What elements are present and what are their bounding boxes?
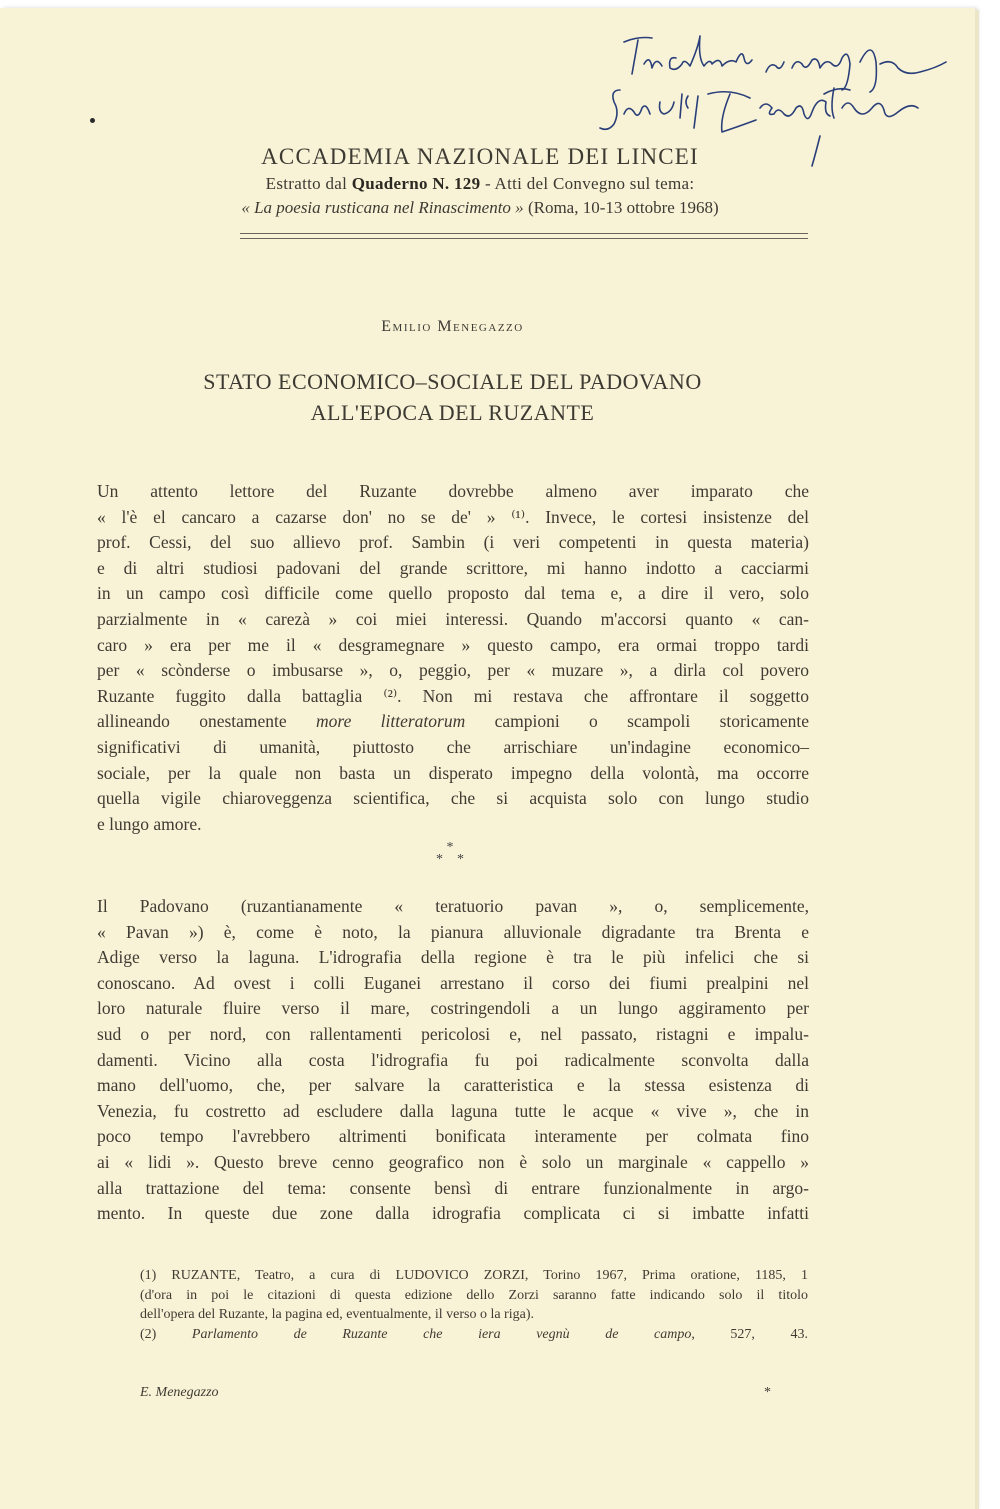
text-line: Venezia, fu costretto ad escludere dalla laguna tutte le acque « vive », che in [97, 1100, 809, 1121]
text-line: per « scònderse o imbusarse », o, peggio, per « muzare », a dirla col povero [97, 660, 809, 681]
text-line: sociale, per la quale non basta un disperato impegno della volontà, ma occorre [97, 762, 809, 783]
ink-dot [90, 118, 95, 123]
text-line: ai « lidi ». Questo breve cenno geografico non è solo un marginale « cappello » [97, 1152, 809, 1172]
text-line: quella vigile chiaroveggenza scientifica, che si acquista solo con lungo studio [97, 788, 809, 809]
section-separator [430, 842, 470, 866]
author-text: Emilio Menegazzo [381, 318, 524, 335]
footnote-line: (d'ora in poi le citazioni di questa edizione dello Zorzi saranno fatte indicando solo il titolo [140, 1287, 808, 1303]
text-line: Il Padovano (ruzantianamente « teratuorio pavan », o, semplicemente, [97, 896, 809, 916]
extract-line [155, 172, 805, 196]
text-line: poco tempo l'avrebbero altrimenti bonificata interamente per colmata fino [97, 1126, 809, 1147]
separator-stars-bottom: * * [436, 852, 464, 867]
text-line: « l'è el cancaro a cazarse don' no se de' » ⁽¹⁾. Invece, le cortesi insistenze del [97, 506, 809, 527]
text-line: loro naturale fluire verso il mare, costringendoli a un lungo aggiramento per [97, 998, 809, 1019]
text-line: conoscano. Ad ovest i colli Euganei arrestano il corso dei fiumi prealpini nel [97, 972, 809, 993]
text-line: significativi di umanità, piuttosto che arrischiare un'indagine economico– [97, 737, 809, 757]
footnote-line: dell'opera del Ruzante, la pagina ed, eventualmente, il verso o la riga). [140, 1307, 534, 1322]
italic-phrase: Parlamento de Ruzante che iera vegnù de campo [191, 1326, 692, 1342]
author-name [0, 318, 905, 336]
quaderno-number: Quaderno N. 129 [351, 174, 481, 193]
text-line: sud o per nord, con rallentamenti pericolosi e, nel passato, ristagni e impalu- [97, 1024, 809, 1044]
text-line: e di altri studiosi padovani del grande scrittore, mi hanno indotto a cacciarmi [97, 557, 809, 578]
title-line-2: ALL'EPOCA DEL RUZANTE [310, 400, 595, 425]
text-line: « Pavan ») è, come è noto, la pianura alluvionale digradante tra Brenta e [97, 921, 809, 942]
conference-details: (Roma, 10-13 ottobre 1968) [527, 198, 719, 217]
italic-phrase: more litteratorum [316, 711, 466, 732]
text-line: caro » era per me il « desgramegnare » questo campo, era ormai troppo tardi [97, 634, 809, 655]
text-line: e lungo amore. [97, 813, 202, 834]
header-rule-top [240, 233, 808, 234]
text-line: parzialmente in « carezà » coi miei interessi. Quando m'accorsi quanto « can- [97, 609, 809, 629]
text-line: mento. In queste due zone dalla idrografia complicata ci si imbatte infatti [97, 1203, 809, 1224]
extract-suffix: - Atti del Convegno sul tema: [484, 174, 695, 193]
text-line: in un campo così difficile come quello proposto dal tema e, a dire il vero, solo [97, 583, 809, 604]
running-footer-mark: * [764, 1385, 771, 1400]
academy-name: ACCADEMIA NAZIONALE DEI LINCEI [261, 144, 699, 169]
text-line: alla trattazione del tema: consente bensì di entrare funzionalmente in argo- [97, 1177, 809, 1198]
publication-header [155, 142, 805, 220]
text-line: Adige verso la laguna. L'idrografia della regione è tra le più infelici che si [97, 947, 809, 968]
text-line: damenti. Vicino alla costa l'idrografia fu poi radicalmente sconvolta dalla [97, 1049, 809, 1070]
conference-line [155, 196, 805, 220]
text-line: Ruzante fuggito dalla battaglia ⁽²⁾. Non mi restava che affrontare il soggetto [97, 685, 809, 706]
text-line: Un attento lettore del Ruzante dovrebbe almeno aver imparato che [97, 481, 809, 501]
text-line: allineando onestamente more litteratorum campioni o scampoli storicamente [97, 711, 810, 732]
header-rule-bottom [240, 238, 808, 239]
text-line: mano dell'uomo, che, per salvare la caratteristica e la stessa esistenza di [97, 1075, 809, 1096]
separator-star-top: * [446, 840, 454, 855]
title-line-1: STATO ECONOMICO–SOCIALE DEL PADOVANO [203, 369, 702, 394]
conference-title: « La poesia rusticana nel Rinascimento » [241, 198, 524, 217]
paper-edge [975, 10, 979, 1509]
extract-prefix: Estratto dal [265, 174, 348, 193]
footnote-line: (2) Parlamento de Ruzante che iera vegnù de campo, 527, 43. [140, 1326, 809, 1342]
text-line: prof. Cessi, del suo allievo prof. Sambin (i veri competenti in questa materia) [97, 532, 809, 553]
running-footer-author: E. Menegazzo [140, 1385, 219, 1400]
footnote-line: (1) RUZANTE, Teatro, a cura di LUDOVICO ZORZI, Torino 1967, Prima oratione, 1185, 1 [140, 1268, 808, 1283]
article-title [0, 366, 905, 428]
